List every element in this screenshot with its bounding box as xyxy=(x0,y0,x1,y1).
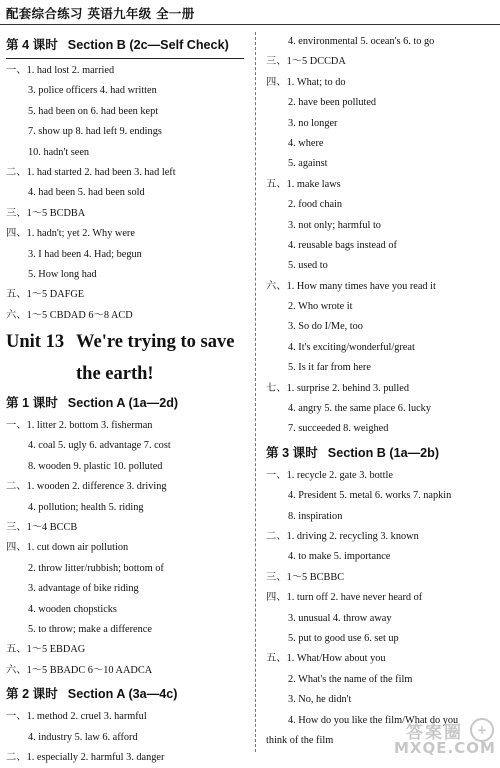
answer-line: 五、1. make laws xyxy=(266,178,341,190)
answer-line: 10. hadn't seen xyxy=(28,146,90,158)
watermark-top-text: 答案圈 xyxy=(406,723,463,743)
answer-line: 六、1. How many times have you read it xyxy=(266,280,436,292)
answer-line: 4. wooden chopsticks xyxy=(28,603,117,615)
answer-line: 3. police officers 4. had written xyxy=(28,85,157,97)
answer-line: 5. How long had xyxy=(28,268,97,280)
answer-line: 5. used to xyxy=(288,260,328,272)
answer-line: 5. had been on 6. had been kept xyxy=(28,105,159,117)
answer-line: 2. Who wrote it xyxy=(288,301,353,313)
answer-line: 4. pollution; health 5. riding xyxy=(28,501,144,513)
answer-line: 4. environmental 5. ocean's 6. to go xyxy=(288,36,435,47)
answer-line: 2. throw litter/rubbish; bottom of xyxy=(28,562,164,574)
answer-line: 三、1～5 BCBBC xyxy=(266,571,345,583)
answer-line: 5. put to good use 6. set up xyxy=(288,632,399,644)
answer-line: 四、1. What; to do xyxy=(266,76,346,88)
answer-line: 4. It's exciting/wonderful/great xyxy=(288,341,415,353)
answer-line: 7. show up 8. had left 9. endings xyxy=(28,126,162,138)
section-title: Section A (1a—2d) xyxy=(67,396,179,411)
answer-line: 五、1～5 EBDAG xyxy=(6,644,86,656)
answer-line: 2. food chain xyxy=(288,199,343,211)
answer-line: 二、1. had started 2. had been 3. had left xyxy=(6,166,176,178)
answer-line: 8. wooden 9. plastic 10. polluted xyxy=(28,460,163,472)
book-title: 配套综合练习 英语九年级 全一册 xyxy=(6,6,195,21)
answer-line: 8. inspiration xyxy=(288,510,343,522)
answer-line: 2. have been polluted xyxy=(288,97,377,109)
answer-line: 二、1. especially 2. harmful 3. danger xyxy=(6,751,165,763)
answer-line: 七、1. surprise 2. behind 3. pulled xyxy=(266,382,409,394)
answer-line: 四、1. cut down air pollution xyxy=(6,542,129,554)
answer-line: 六、1～5 BBADC 6～10 AADCA xyxy=(6,664,153,676)
section-title: Section B (2c—Self Check) xyxy=(67,38,229,52)
right-column xyxy=(266,32,496,751)
answer-line: 六、1～5 CBDAD 6～8 ACD xyxy=(6,309,133,321)
answer-line: 3. advantage of bike riding xyxy=(28,583,139,595)
answer-line: 5. to throw; make a difference xyxy=(28,623,152,635)
lesson-heading xyxy=(6,32,244,59)
site-watermark xyxy=(388,718,496,758)
column-divider xyxy=(255,32,256,752)
answer-line: 4. President 5. metal 6. works 7. napkin xyxy=(288,490,452,502)
lesson-heading xyxy=(6,681,244,707)
lesson-number: 第 4 课时 xyxy=(6,38,58,52)
answer-line: 五、1. What/How about you xyxy=(266,653,386,665)
answer-line: 4. How do you like the film/What do you xyxy=(288,714,459,726)
answer-line: 3. not only; harmful to xyxy=(288,219,381,231)
answer-line: 三、1～4 BCCB xyxy=(6,522,78,534)
answer-line: 五、1～5 DAFGE xyxy=(6,289,85,301)
answer-line: 二、1. driving 2. recycling 3. known xyxy=(266,530,419,542)
answer-line: 一、1. had lost 2. married xyxy=(6,65,115,76)
answer-line: 一、1. recycle 2. gate 3. bottle xyxy=(266,469,393,481)
section-title: Section A (3a—4c) xyxy=(67,687,178,702)
watermark-badge: + xyxy=(470,718,494,742)
answer-line: 5. Is it far from here xyxy=(288,362,371,374)
answer-line: 四、1. turn off 2. have never heard of xyxy=(266,592,423,604)
answer-line: 7. succeeded 8. weighed xyxy=(288,423,389,435)
left-column xyxy=(6,32,244,768)
answer-line: 四、1. hadn't; yet 2. Why were xyxy=(6,228,135,240)
answer-line: 4. angry 5. the same place 6. lucky xyxy=(288,403,431,415)
unit-heading xyxy=(6,326,244,358)
answer-line: think of the film xyxy=(266,734,334,746)
answer-line: 3. no longer xyxy=(288,117,338,129)
unit-title-line2: the earth! xyxy=(76,364,154,385)
answer-line: 4. coal 5. ugly 6. advantage 7. cost xyxy=(28,440,171,452)
answer-line: 4. industry 5. law 6. afford xyxy=(28,731,138,743)
page-header xyxy=(0,0,500,28)
watermark-bottom-text: MXQE.COM xyxy=(394,739,496,757)
lesson-heading xyxy=(6,390,244,416)
answer-line: 三、1～5 BCDBA xyxy=(6,207,86,219)
unit-number: Unit 13 xyxy=(6,332,65,353)
header-rule xyxy=(0,24,500,25)
lesson-number: 第 1 课时 xyxy=(6,396,58,411)
lesson-heading xyxy=(266,440,496,466)
answer-line: 二、1. wooden 2. difference 3. driving xyxy=(6,481,167,493)
answer-line: 3. So do I/Me, too xyxy=(288,321,363,333)
answer-line: 4. where xyxy=(288,137,324,149)
answer-line: 5. against xyxy=(288,158,328,170)
answer-line: 3. unusual 4. throw away xyxy=(288,612,392,624)
answer-line: 4. had been 5. had been sold xyxy=(28,187,145,199)
section-title: Section B (1a—2b) xyxy=(327,445,440,460)
answer-line: 3. No, he didn't xyxy=(288,694,352,706)
answer-line: 3. I had been 4. Had; begun xyxy=(28,248,142,260)
answer-line: 一、1. method 2. cruel 3. harmful xyxy=(6,711,147,723)
lesson-number: 第 2 课时 xyxy=(6,687,58,702)
answer-line: 三、1～5 DCCDA xyxy=(266,56,346,68)
answer-line: 4. to make 5. importance xyxy=(288,551,391,563)
answer-line: 2. What's the name of the film xyxy=(288,673,413,685)
answer-line: 一、1. litter 2. bottom 3. fisherman xyxy=(6,420,153,432)
answer-line: 4. reusable bags instead of xyxy=(288,239,397,251)
unit-title-line1: We're trying to save xyxy=(76,332,235,353)
lesson-number: 第 3 课时 xyxy=(266,445,318,460)
